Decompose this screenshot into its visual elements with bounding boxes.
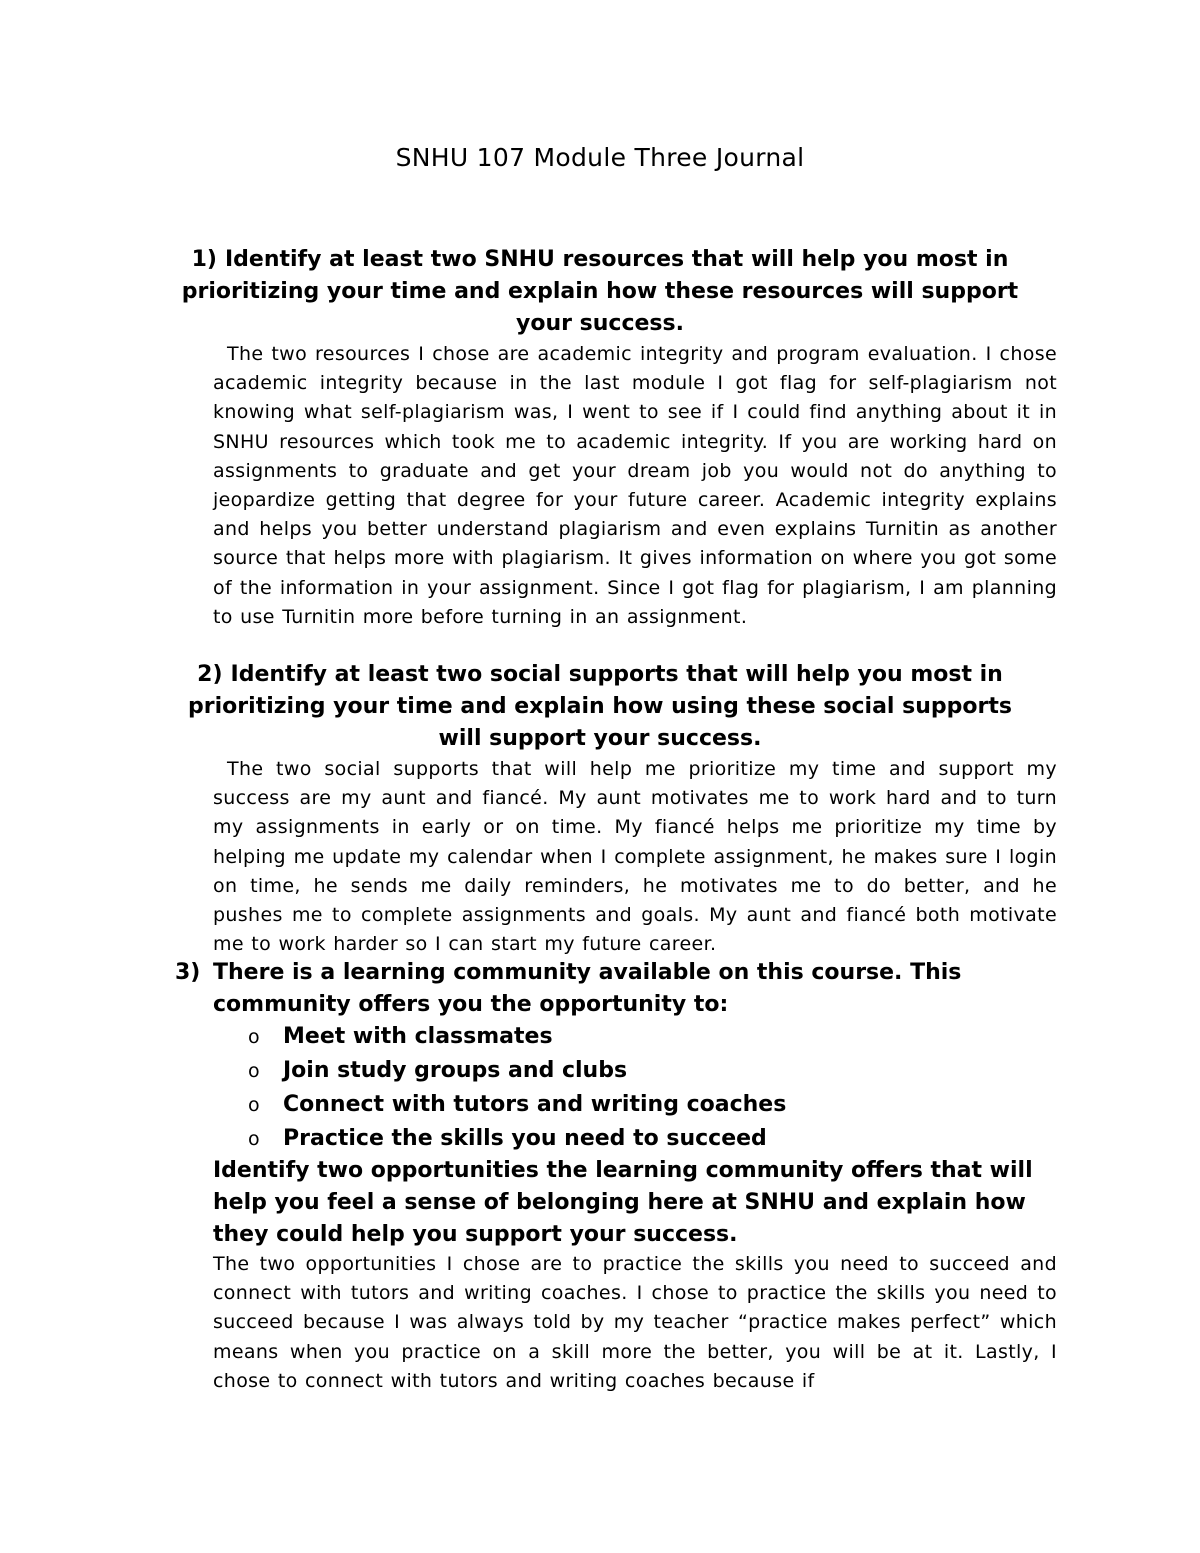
opportunity-list <box>248 1020 1048 1156</box>
page-title: SNHU 107 Module Three Journal <box>395 143 805 172</box>
list-item <box>248 1088 1048 1122</box>
list-item <box>248 1054 1048 1088</box>
answer-3: The two opportunities I chose are to practice the skills you need to succeed and connect with tutors and writing coaches. I chose to practice the skills you need to succeed because I was always told by my teacher “practice makes perfect” which means when you practice on a skill more the better, you will be at it. Lastly, I chose to connect with tutors and writing coaches because if <box>213 1253 1057 1392</box>
question-3-prompt: Identify two opportunities the learning community offers that will help you feel a sense of belonging here at SNHU and explain how they could help you support your success. <box>213 1158 1033 1247</box>
list-item-text: Connect with tutors and writing coaches <box>283 1092 787 1117</box>
question-1 <box>180 244 1020 340</box>
bullet-marker: o <box>248 1128 260 1150</box>
answer-1 <box>213 340 1057 632</box>
question-3-number: 3) <box>175 960 201 985</box>
answer-2-text: The two social supports that will help me prioritize my time and support my success are my aunt and fiancé. My aunt motivates me to work hard and to turn my assignments in early or on time. My fiancé helps me prioritize my time by helping me update my calendar when I complete assignment, he makes sure I login on time, he sends me daily reminders, he motivates me to do better, and he pushes me to complete assignments and goals. My aunt and fiancé both motivate me to work harder so I can start my future career. <box>213 758 1057 956</box>
bullet-marker: o <box>248 1094 260 1116</box>
answer-1-text: The two resources I chose are academic integrity and program evaluation. I chose academic integrity because in the last module I got flag for self-plagiarism not knowing what self-plagiarism was, I went to see if I could find anything about it in SNHU resources which took me to academic integrity. If you are working hard on assignments to graduate and get your dream job you would not do anything to jeopardize getting that degree for your future career. Academic integrity explains and helps you better understand plagiarism and even explains Turnitin as another source that helps more with plagiarism. It gives information on where you got some of the information in your assignment. Since I got flag for plagiarism, I am planning to use Turnitin more before turning in an assignment. <box>213 343 1057 628</box>
list-item <box>248 1122 1048 1156</box>
list-item-text: Join study groups and clubs <box>283 1058 628 1083</box>
question-3 <box>175 957 1055 1021</box>
question-3-text: There is a learning community available on this course. This community offers you the opportunity to: <box>213 960 962 1017</box>
bullet-marker: o <box>248 1026 260 1048</box>
question-2 <box>180 659 1020 755</box>
question-1-number: 1) <box>191 247 217 272</box>
question-1-text: Identify at least two SNHU resources that will help you most in prioritizing your time and explain how these resources will support your success. <box>181 247 1019 336</box>
bullet-marker: o <box>248 1060 260 1082</box>
question-2-number: 2) <box>197 662 223 687</box>
list-item-text: Meet with classmates <box>283 1024 553 1049</box>
answer-2 <box>213 755 1057 959</box>
list-item-text: Practice the skills you need to succeed <box>283 1126 767 1151</box>
list-item <box>248 1020 1048 1054</box>
question-2-text: Identify at least two social supports that will help you most in prioritizing your time and explain how using these social supports will support your success. <box>188 662 1012 751</box>
